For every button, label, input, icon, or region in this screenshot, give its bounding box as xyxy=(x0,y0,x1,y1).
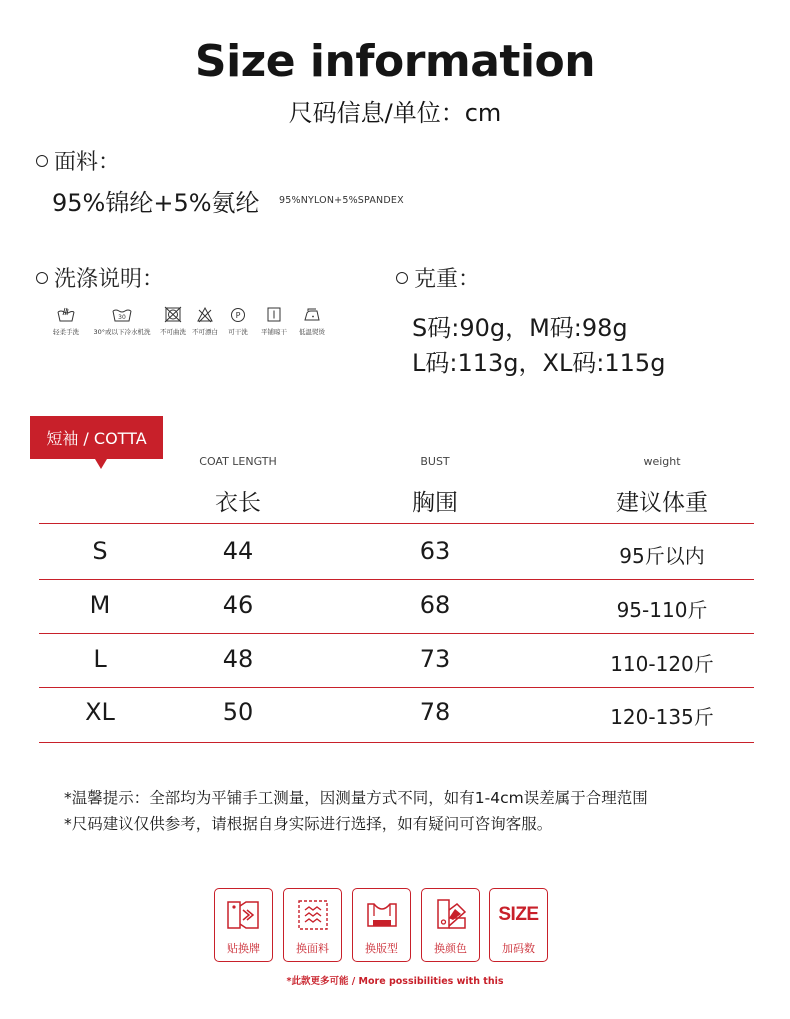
cell-weight: 95-110斤 xyxy=(616,598,708,622)
wash-label: 平铺晾干 xyxy=(261,328,287,336)
col-header-en-length: COAT LENGTH xyxy=(199,455,277,468)
cell-size: L xyxy=(93,645,107,673)
flat-dry-icon xyxy=(265,306,283,324)
dry-clean-mark: P xyxy=(235,311,241,320)
wash-item xyxy=(188,306,222,336)
table-divider xyxy=(39,742,754,743)
wash-item xyxy=(294,306,330,336)
cell-size: M xyxy=(89,591,111,619)
weight-heading xyxy=(396,262,480,293)
wash-heading xyxy=(36,262,164,293)
note-size-advice: *尺码建议仅供参考，请根据自身实际进行选择，如有疑问可咨询客服。 xyxy=(64,815,553,833)
cell-length: 44 xyxy=(222,537,254,565)
cell-weight: 95斤以内 xyxy=(619,544,705,568)
wash-item xyxy=(46,306,86,336)
fabric-icon xyxy=(294,896,332,934)
wash-item xyxy=(86,306,158,336)
service-size xyxy=(489,888,548,962)
service-label: 加码数 xyxy=(502,942,535,955)
footer-note: *此款更多可能 / More possibilities with this xyxy=(286,976,504,987)
wash-label: 可干洗 xyxy=(228,328,248,336)
wash-label: 30°或以下冷水机洗 xyxy=(93,328,151,336)
size-icon: SIZE xyxy=(498,904,539,925)
table-divider xyxy=(39,579,754,580)
cell-length: 50 xyxy=(222,698,254,726)
service-label: 换面料 xyxy=(296,942,329,955)
wash-label: 低温熨烫 xyxy=(299,328,325,336)
service-pattern xyxy=(352,888,411,962)
bullet-circle-icon xyxy=(36,155,48,167)
no-bleach-icon xyxy=(196,306,214,324)
col-header-cn-bust: 胸围 xyxy=(412,490,458,516)
page-subtitle: 尺码信息/单位：cm xyxy=(288,99,502,127)
pattern-icon xyxy=(362,896,402,934)
page-title: Size information xyxy=(194,36,596,87)
cell-length: 46 xyxy=(222,591,254,619)
wash-icons-row xyxy=(46,306,330,336)
cell-bust: 68 xyxy=(419,591,451,619)
swap-tag-icon xyxy=(224,896,264,934)
cell-size: XL xyxy=(85,698,115,726)
table-divider xyxy=(39,687,754,688)
note-measurement: *温馨提示：全部均为平铺手工测量，因测量方式不同，如有1-4cm误差属于合理范围 xyxy=(64,789,648,807)
service-label: 贴换牌 xyxy=(227,942,260,955)
wash-label: 不可漂白 xyxy=(192,328,218,336)
col-header-cn-weight: 建议体重 xyxy=(616,490,708,516)
bullet-circle-icon xyxy=(36,272,48,284)
fabric-composition: 95%锦纶+5%氨纶 xyxy=(52,189,260,217)
col-header-cn-length: 衣长 xyxy=(215,490,261,516)
wash-label: 不可曲洗 xyxy=(160,328,186,336)
cell-bust: 78 xyxy=(419,698,451,726)
fabric-composition-en: 95%NYLON+5%SPANDEX xyxy=(279,195,404,206)
weight-heading-label: 克重： xyxy=(414,267,481,292)
service-swap-tag xyxy=(214,888,273,962)
color-icon xyxy=(431,896,471,934)
fabric-heading-label: 面料： xyxy=(54,150,121,175)
weight-line-2: L码:113g，XL码:115g xyxy=(412,349,666,377)
wash-heading-label: 洗涤说明： xyxy=(54,267,165,292)
fabric-heading xyxy=(36,145,120,176)
cell-size: S xyxy=(92,537,108,565)
weight-line-1: S码:90g，M码:98g xyxy=(412,314,628,342)
category-badge: 短袖 / COTTA xyxy=(30,416,163,459)
bullet-circle-icon xyxy=(396,272,408,284)
cell-bust: 63 xyxy=(419,537,451,565)
wash-item xyxy=(254,306,294,336)
wash-label: 轻柔手洗 xyxy=(53,328,79,336)
service-label: 换颜色 xyxy=(434,942,467,955)
hand-wash-icon xyxy=(56,306,76,324)
no-tumble-dry-icon xyxy=(163,306,183,324)
service-fabric xyxy=(283,888,342,962)
wash-item xyxy=(222,306,254,336)
table-divider xyxy=(39,633,754,634)
col-header-en-weight: weight xyxy=(643,455,681,468)
low-iron-icon xyxy=(302,306,322,324)
service-color xyxy=(421,888,480,962)
cell-weight: 110-120斤 xyxy=(610,652,714,676)
col-header-en-bust: BUST xyxy=(420,455,450,468)
dry-clean-p-icon xyxy=(229,306,247,324)
cell-length: 48 xyxy=(222,645,254,673)
cell-bust: 73 xyxy=(419,645,451,673)
wash-item xyxy=(158,306,188,336)
service-label: 换版型 xyxy=(365,942,398,955)
cell-weight: 120-135斤 xyxy=(610,705,714,729)
machine-wash-30-icon xyxy=(111,306,133,324)
table-divider xyxy=(39,523,754,524)
badge-pointer xyxy=(95,459,107,469)
wash-temp: 30 xyxy=(118,314,126,321)
